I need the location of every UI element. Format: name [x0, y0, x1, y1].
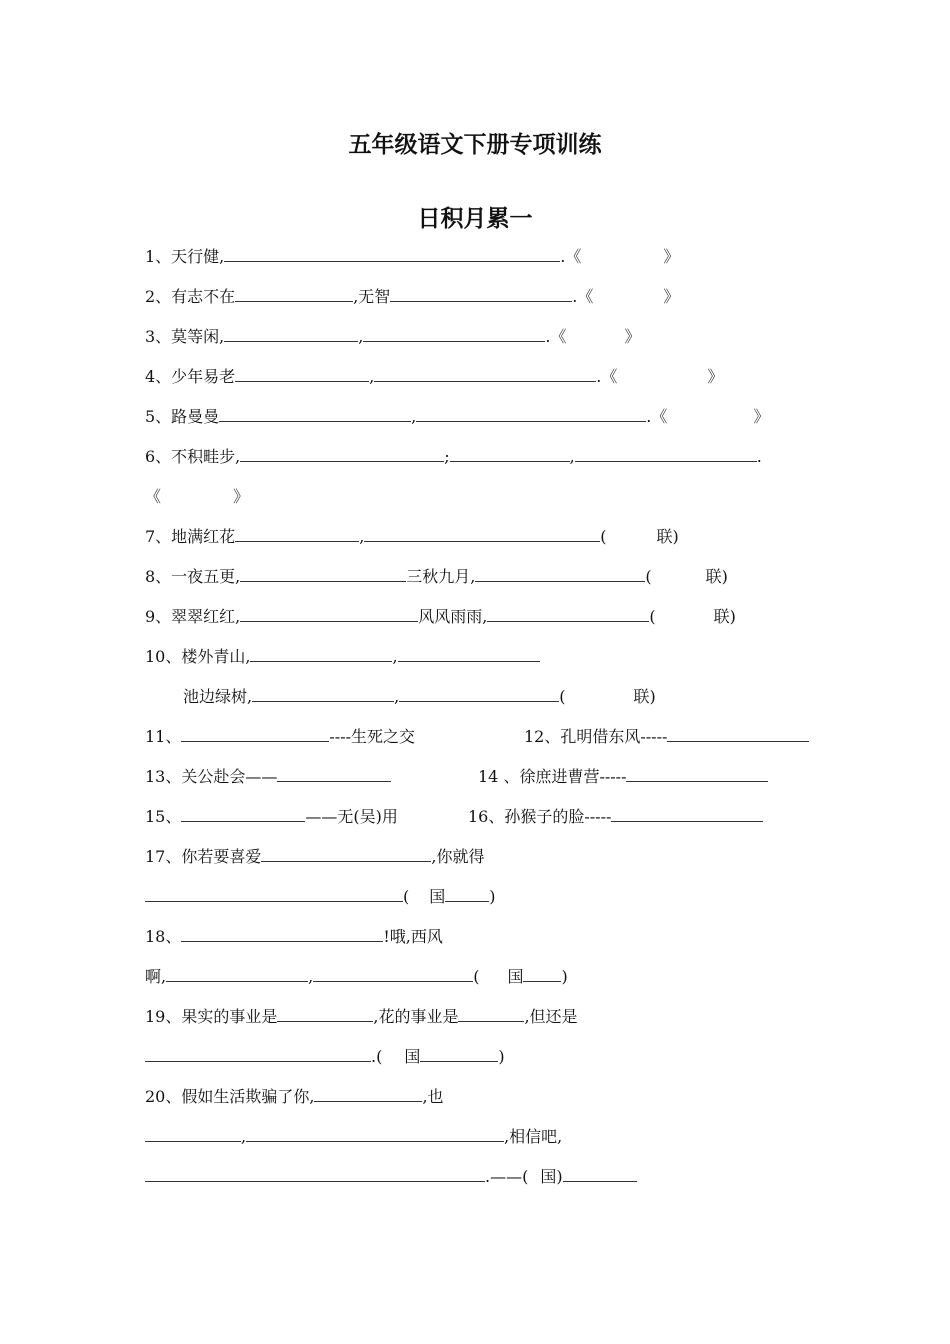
question-20: 20、假如生活欺骗了你, ,也 — [145, 1087, 444, 1106]
answer-blank[interactable] — [240, 606, 418, 622]
question-16: 16、孙猴子的脸----- — [468, 806, 763, 828]
answer-blank[interactable] — [667, 726, 809, 742]
question-12: 12、孔明借东风----- — [524, 726, 809, 748]
answer-blank[interactable] — [145, 1166, 485, 1182]
answer-blank[interactable] — [181, 806, 305, 822]
answer-blank[interactable] — [235, 526, 359, 542]
answer-blank[interactable] — [363, 326, 545, 342]
question-19-line2: .( 国 ) — [145, 1046, 505, 1068]
question-5: 5、路曼曼 , .《 》 — [145, 407, 770, 426]
answer-blank[interactable] — [145, 1046, 371, 1062]
answer-blank[interactable] — [277, 766, 391, 782]
answer-blank[interactable] — [313, 966, 473, 982]
answer-blank[interactable] — [181, 726, 329, 742]
question-20-line3: .——( 国) — [145, 1166, 637, 1188]
question-11: 11、 ----生死之交 — [145, 727, 416, 746]
answer-blank[interactable] — [250, 646, 392, 662]
answer-blank[interactable] — [145, 886, 403, 902]
answer-blank[interactable] — [145, 1126, 241, 1142]
answer-blank[interactable] — [364, 526, 600, 542]
answer-blank[interactable] — [166, 966, 308, 982]
answer-blank[interactable] — [399, 686, 559, 702]
question-18: 18、 !哦,西风 — [145, 927, 443, 946]
answer-blank[interactable] — [219, 406, 411, 422]
answer-blank[interactable] — [563, 1166, 637, 1182]
answer-blank[interactable] — [458, 1006, 524, 1022]
answer-blank[interactable] — [240, 566, 406, 582]
question-10-line2: 池边绿树, , ( 联) — [183, 687, 656, 706]
answer-blank[interactable] — [575, 446, 757, 462]
question-8: 8、一夜五更, 三秋九月, ( 联) — [145, 567, 728, 586]
answer-blank[interactable] — [235, 286, 353, 302]
page-title: 五年级语文下册专项训练 — [348, 132, 602, 158]
answer-blank[interactable] — [314, 1086, 422, 1102]
answer-blank[interactable] — [235, 366, 369, 382]
answer-blank[interactable] — [240, 446, 444, 462]
question-1: 1、天行健, .《 》 — [145, 247, 680, 266]
question-19: 19、果实的事业是 ,花的事业是 ,但还是 — [145, 1007, 578, 1026]
question-17: 17、你若要喜爱 ,你就得 — [145, 847, 485, 866]
question-6-source: 《 》 — [145, 487, 250, 506]
answer-blank[interactable] — [611, 806, 763, 822]
answer-blank[interactable] — [252, 686, 394, 702]
question-7: 7、地满红花 , ( 联) — [145, 527, 679, 546]
answer-blank[interactable] — [181, 926, 383, 942]
answer-blank[interactable] — [398, 646, 540, 662]
question-18-line2: 啊, , ( 国 ) — [145, 967, 568, 986]
question-9: 9、翠翠红红, 风风雨雨, ( 联) — [145, 607, 736, 626]
answer-blank[interactable] — [523, 966, 561, 982]
answer-blank[interactable] — [246, 1126, 504, 1142]
question-4: 4、少年易老 , .《 》 — [145, 367, 724, 386]
answer-blank[interactable] — [626, 766, 768, 782]
answer-blank[interactable] — [416, 406, 646, 422]
question-15: 15、 ——无(吴)用 — [145, 807, 398, 826]
question-2: 2、有志不在 ,无智 .《 》 — [145, 287, 680, 306]
answer-blank[interactable] — [224, 246, 560, 262]
answer-blank[interactable] — [420, 1046, 498, 1062]
section-title: 日积月累一 — [417, 206, 533, 232]
answer-blank[interactable] — [445, 886, 489, 902]
answer-blank[interactable] — [450, 446, 570, 462]
answer-blank[interactable] — [475, 566, 645, 582]
question-6: 6、不积畦步, ; , . — [145, 447, 762, 466]
answer-blank[interactable] — [374, 366, 596, 382]
question-3: 3、莫等闲, , .《 》 — [145, 327, 641, 346]
question-17-line2: ( 国 ) — [145, 886, 496, 908]
answer-blank[interactable] — [390, 286, 572, 302]
question-10: 10、楼外青山, , — [145, 646, 540, 668]
answer-blank[interactable] — [224, 326, 358, 342]
answer-blank[interactable] — [277, 1006, 373, 1022]
answer-blank[interactable] — [261, 846, 431, 862]
question-13: 13、关公赴会—— — [145, 766, 391, 788]
question-14: 14 、徐庶进曹营----- — [478, 766, 768, 788]
question-20-line2: , ,相信吧, — [145, 1126, 562, 1148]
answer-blank[interactable] — [487, 606, 649, 622]
